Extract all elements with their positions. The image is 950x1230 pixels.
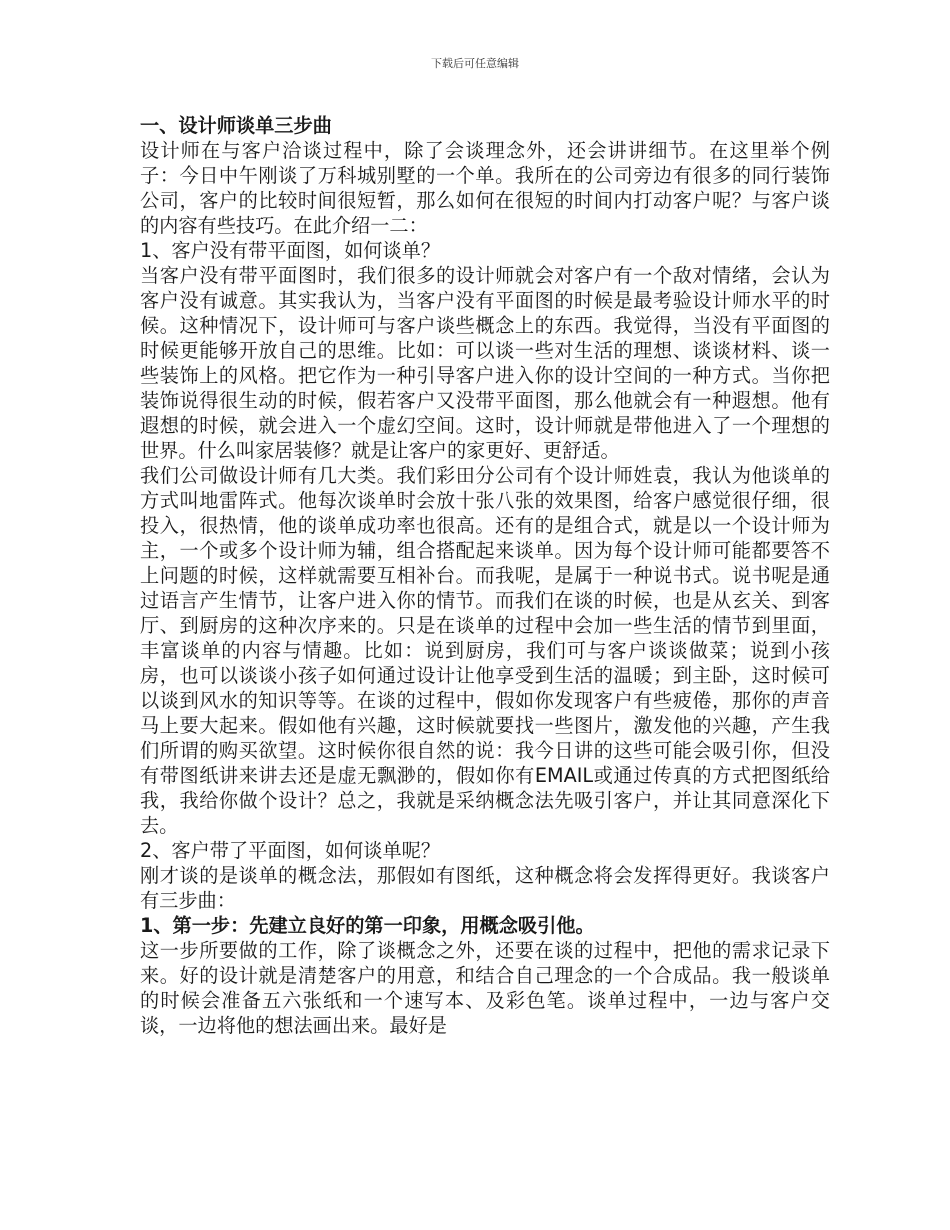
- paragraph-no-floorplan: 当客户没有带平面图时，我们很多的设计师就会对客户有一个敌对情绪，会认为客户没有诚意。其实我认为，当客户没有平面图的时候是最考验设计师水平的时候。这种情况下，设计师可与客户谈些概念上的东西。我觉得，当没有平面图的时候更能够开放自己的思维。比如：可以谈一些对生活的理想、谈谈材料、谈一些装饰上的风格。把它作为一种引导客户进入你的设计空间的一种方式。当你把装饰说得很生动的时候，假若客户又没带平面图，那么他就会有一种遐想。他有遐想的时候，就会进入一个虚幻空间。这时，设计师就是带他进入了一个理想的世界。什么叫家居装修？就是让客户的家更好、更舒适。: [140, 264, 830, 462]
- page-header: 下载后可任意编辑: [431, 57, 519, 70]
- paragraph-three-steps: 刚才谈的是谈单的概念法，那假如有图纸，这种概念将会发挥得更好。我谈客户有三步曲：: [140, 864, 830, 912]
- paragraph-step-one: 这一步所要做的工作，除了谈概念之外，还要在谈的过程中，把他的需求记录下来。好的设计就是清楚客户的用意，和结合自己理念的一个合成品。我一般谈单的时候会准备五六张纸和一个速写本、及彩色笔。谈单过程中，一边与客户交谈，一边将他的想法画出来。最好是: [140, 939, 830, 1037]
- subheading-no-floorplan: 1、客户没有带平面图，如何谈单？: [140, 239, 441, 262]
- intro-paragraph: 设计师在与客户洽谈过程中，除了会谈理念外，还会讲讲细节。在这里举个例子：今日中午刚谈了万科城别墅的一个单。我所在的公司旁边有很多的同行装饰公司，客户的比较时间很短暂，那么如何在很短的时间内打动客户呢？与客户谈的内容有些技巧。在此介绍一二：: [140, 139, 830, 237]
- document-body: [140, 113, 830, 1038]
- subheading-with-floorplan: 2、客户带了平面图，如何谈单呢？: [140, 839, 441, 862]
- step-one-heading: 1、第一步：先建立良好的第一印象，用概念吸引他。: [140, 914, 595, 937]
- section-title: 一、设计师谈单三步曲: [140, 114, 332, 137]
- paragraph-designer-types: 我们公司做设计师有几大类。我们彩田分公司有个设计师姓袁，我认为他谈单的方式叫地雷阵式。他每次谈单时会放十张八张的效果图，给客户感觉很仔细，很投入，很热情，他的谈单成功率也很高。还有的是组合式，就是以一个设计师为主，一个或多个设计师为辅，组合搭配起来谈单。因为每个设计师可能都要答不上问题的时候，这样就需要互相补台。而我呢，是属于一种说书式。说书呢是通过语言产生情节，让客户进入你的情节。而我们在谈的时候，也是从玄关、到客厅、到厨房的这种次序来的。只是在谈单的过程中会加一些生活的情节到里面，丰富谈单的内容与情趣。比如：说到厨房，我们可与客户谈谈做菜；说到小孩房，也可以谈谈小孩子如何通过设计让他享受到生活的温暖；到主卧，这时候可以谈到风水的知识等等。在谈的过程中，假如你发现客户有些疲倦，那你的声音马上要大起来。假如他有兴趣，这时候就要找一些图片，激发他的兴趣，产生我们所谓的购买欲望。这时候你很自然的说：我今日讲的这些可能会吸引你，但没有带图纸讲来讲去还是虚无飘渺的，假如你有EMAIL或通过传真的方式把图纸给我，我给你做个设计？总之，我就是采纳概念法先吸引客户，并让其同意深化下去。: [140, 464, 830, 837]
